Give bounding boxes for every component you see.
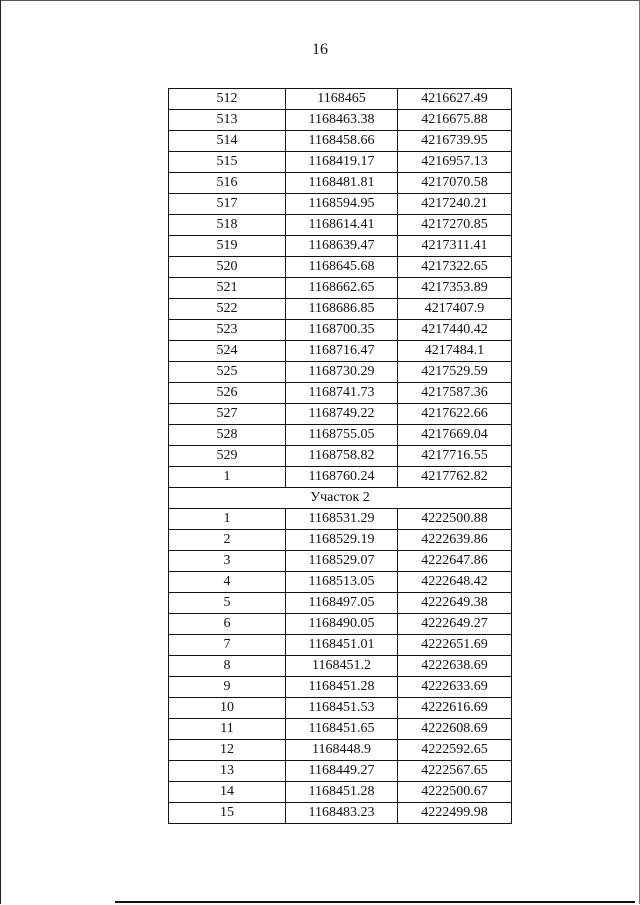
section-title-row (169, 488, 512, 509)
point-number-cell: 13 (169, 761, 286, 782)
y-coordinate-cell: 4217622.66 (398, 404, 512, 425)
x-coordinate-cell: 1168483.23 (286, 803, 398, 824)
y-coordinate-cell: 4217353.89 (398, 278, 512, 299)
x-coordinate-cell: 1168614.41 (286, 215, 398, 236)
table-row (169, 719, 512, 740)
table-row (169, 194, 512, 215)
point-number-cell: 524 (169, 341, 286, 362)
table-row (169, 698, 512, 719)
point-number-cell: 8 (169, 656, 286, 677)
x-coordinate-cell: 1168700.35 (286, 320, 398, 341)
page-bottom-edge (115, 901, 635, 903)
point-number-cell: 4 (169, 572, 286, 593)
table-row (169, 173, 512, 194)
table-row (169, 593, 512, 614)
table-row (169, 614, 512, 635)
section-2-header (169, 488, 512, 509)
point-number-cell: 515 (169, 152, 286, 173)
x-coordinate-cell: 1168749.22 (286, 404, 398, 425)
point-number-cell: 514 (169, 131, 286, 152)
y-coordinate-cell: 4217587.36 (398, 383, 512, 404)
table-row (169, 257, 512, 278)
y-coordinate-cell: 4222633.69 (398, 677, 512, 698)
point-number-cell: 11 (169, 719, 286, 740)
x-coordinate-cell: 1168448.9 (286, 740, 398, 761)
x-coordinate-cell: 1168662.65 (286, 278, 398, 299)
point-number-cell: 7 (169, 635, 286, 656)
point-number-cell: 10 (169, 698, 286, 719)
y-coordinate-cell: 4222500.67 (398, 782, 512, 803)
y-coordinate-cell: 4217311.41 (398, 236, 512, 257)
y-coordinate-cell: 4222567.65 (398, 761, 512, 782)
point-number-cell: 521 (169, 278, 286, 299)
y-coordinate-cell: 4217407.9 (398, 299, 512, 320)
y-coordinate-cell: 4222649.27 (398, 614, 512, 635)
y-coordinate-cell: 4222638.69 (398, 656, 512, 677)
table-row (169, 110, 512, 131)
y-coordinate-cell: 4222639.86 (398, 530, 512, 551)
x-coordinate-cell: 1168451.2 (286, 656, 398, 677)
point-number-cell: 529 (169, 446, 286, 467)
table-row (169, 740, 512, 761)
table-row (169, 572, 512, 593)
table-row (169, 362, 512, 383)
point-number-cell: 9 (169, 677, 286, 698)
point-number-cell: 5 (169, 593, 286, 614)
table-row (169, 761, 512, 782)
coordinates-table (168, 88, 512, 824)
table-row (169, 677, 512, 698)
table-row (169, 467, 512, 488)
table-row (169, 551, 512, 572)
x-coordinate-cell: 1168465 (286, 89, 398, 110)
table-row (169, 383, 512, 404)
point-number-cell: 512 (169, 89, 286, 110)
point-number-cell: 1 (169, 509, 286, 530)
point-number-cell: 516 (169, 173, 286, 194)
y-coordinate-cell: 4222651.69 (398, 635, 512, 656)
y-coordinate-cell: 4217240.21 (398, 194, 512, 215)
section-1-rows (169, 89, 512, 488)
table-row (169, 131, 512, 152)
table-row (169, 656, 512, 677)
point-number-cell: 523 (169, 320, 286, 341)
x-coordinate-cell: 1168490.05 (286, 614, 398, 635)
y-coordinate-cell: 4217669.04 (398, 425, 512, 446)
table-row (169, 530, 512, 551)
x-coordinate-cell: 1168463.38 (286, 110, 398, 131)
x-coordinate-cell: 1168645.68 (286, 257, 398, 278)
table-row (169, 404, 512, 425)
x-coordinate-cell: 1168529.19 (286, 530, 398, 551)
table-row (169, 89, 512, 110)
point-number-cell: 12 (169, 740, 286, 761)
page-number: 16 (312, 41, 328, 58)
point-number-cell: 526 (169, 383, 286, 404)
table-row (169, 803, 512, 824)
x-coordinate-cell: 1168451.28 (286, 677, 398, 698)
x-coordinate-cell: 1168741.73 (286, 383, 398, 404)
point-number-cell: 513 (169, 110, 286, 131)
y-coordinate-cell: 4217716.55 (398, 446, 512, 467)
table-row (169, 215, 512, 236)
x-coordinate-cell: 1168755.05 (286, 425, 398, 446)
x-coordinate-cell: 1168481.81 (286, 173, 398, 194)
point-number-cell: 527 (169, 404, 286, 425)
x-coordinate-cell: 1168716.47 (286, 341, 398, 362)
x-coordinate-cell: 1168639.47 (286, 236, 398, 257)
y-coordinate-cell: 4222648.42 (398, 572, 512, 593)
x-coordinate-cell: 1168451.28 (286, 782, 398, 803)
y-coordinate-cell: 4217440.42 (398, 320, 512, 341)
table-row (169, 782, 512, 803)
point-number-cell: 525 (169, 362, 286, 383)
point-number-cell: 14 (169, 782, 286, 803)
point-number-cell: 15 (169, 803, 286, 824)
x-coordinate-cell: 1168451.53 (286, 698, 398, 719)
y-coordinate-cell: 4222649.38 (398, 593, 512, 614)
y-coordinate-cell: 4217270.85 (398, 215, 512, 236)
table-row (169, 320, 512, 341)
table-row (169, 446, 512, 467)
point-number-cell: 517 (169, 194, 286, 215)
table-row (169, 425, 512, 446)
table-row (169, 152, 512, 173)
y-coordinate-cell: 4217762.82 (398, 467, 512, 488)
x-coordinate-cell: 1168451.01 (286, 635, 398, 656)
point-number-cell: 522 (169, 299, 286, 320)
y-coordinate-cell: 4217070.58 (398, 173, 512, 194)
point-number-cell: 3 (169, 551, 286, 572)
point-number-cell: 6 (169, 614, 286, 635)
y-coordinate-cell: 4222500.88 (398, 509, 512, 530)
point-number-cell: 518 (169, 215, 286, 236)
y-coordinate-cell: 4216675.88 (398, 110, 512, 131)
y-coordinate-cell: 4217322.65 (398, 257, 512, 278)
y-coordinate-cell: 4222647.86 (398, 551, 512, 572)
point-number-cell: 1 (169, 467, 286, 488)
point-number-cell: 2 (169, 530, 286, 551)
x-coordinate-cell: 1168531.29 (286, 509, 398, 530)
point-number-cell: 520 (169, 257, 286, 278)
x-coordinate-cell: 1168760.24 (286, 467, 398, 488)
y-coordinate-cell: 4222592.65 (398, 740, 512, 761)
x-coordinate-cell: 1168451.65 (286, 719, 398, 740)
x-coordinate-cell: 1168419.17 (286, 152, 398, 173)
x-coordinate-cell: 1168513.05 (286, 572, 398, 593)
table-row (169, 635, 512, 656)
y-coordinate-cell: 4216739.95 (398, 131, 512, 152)
x-coordinate-cell: 1168458.66 (286, 131, 398, 152)
table-row (169, 236, 512, 257)
table-row (169, 299, 512, 320)
x-coordinate-cell: 1168758.82 (286, 446, 398, 467)
section-title: Участок 2 (169, 488, 512, 509)
y-coordinate-cell: 4216627.49 (398, 89, 512, 110)
x-coordinate-cell: 1168686.85 (286, 299, 398, 320)
x-coordinate-cell: 1168730.29 (286, 362, 398, 383)
y-coordinate-cell: 4222616.69 (398, 698, 512, 719)
y-coordinate-cell: 4216957.13 (398, 152, 512, 173)
y-coordinate-cell: 4217484.1 (398, 341, 512, 362)
x-coordinate-cell: 1168594.95 (286, 194, 398, 215)
table-row (169, 509, 512, 530)
point-number-cell: 519 (169, 236, 286, 257)
table-row (169, 341, 512, 362)
point-number-cell: 528 (169, 425, 286, 446)
x-coordinate-cell: 1168529.07 (286, 551, 398, 572)
section-2-rows (169, 509, 512, 824)
x-coordinate-cell: 1168497.05 (286, 593, 398, 614)
y-coordinate-cell: 4217529.59 (398, 362, 512, 383)
table-row (169, 278, 512, 299)
y-coordinate-cell: 4222499.98 (398, 803, 512, 824)
y-coordinate-cell: 4222608.69 (398, 719, 512, 740)
x-coordinate-cell: 1168449.27 (286, 761, 398, 782)
